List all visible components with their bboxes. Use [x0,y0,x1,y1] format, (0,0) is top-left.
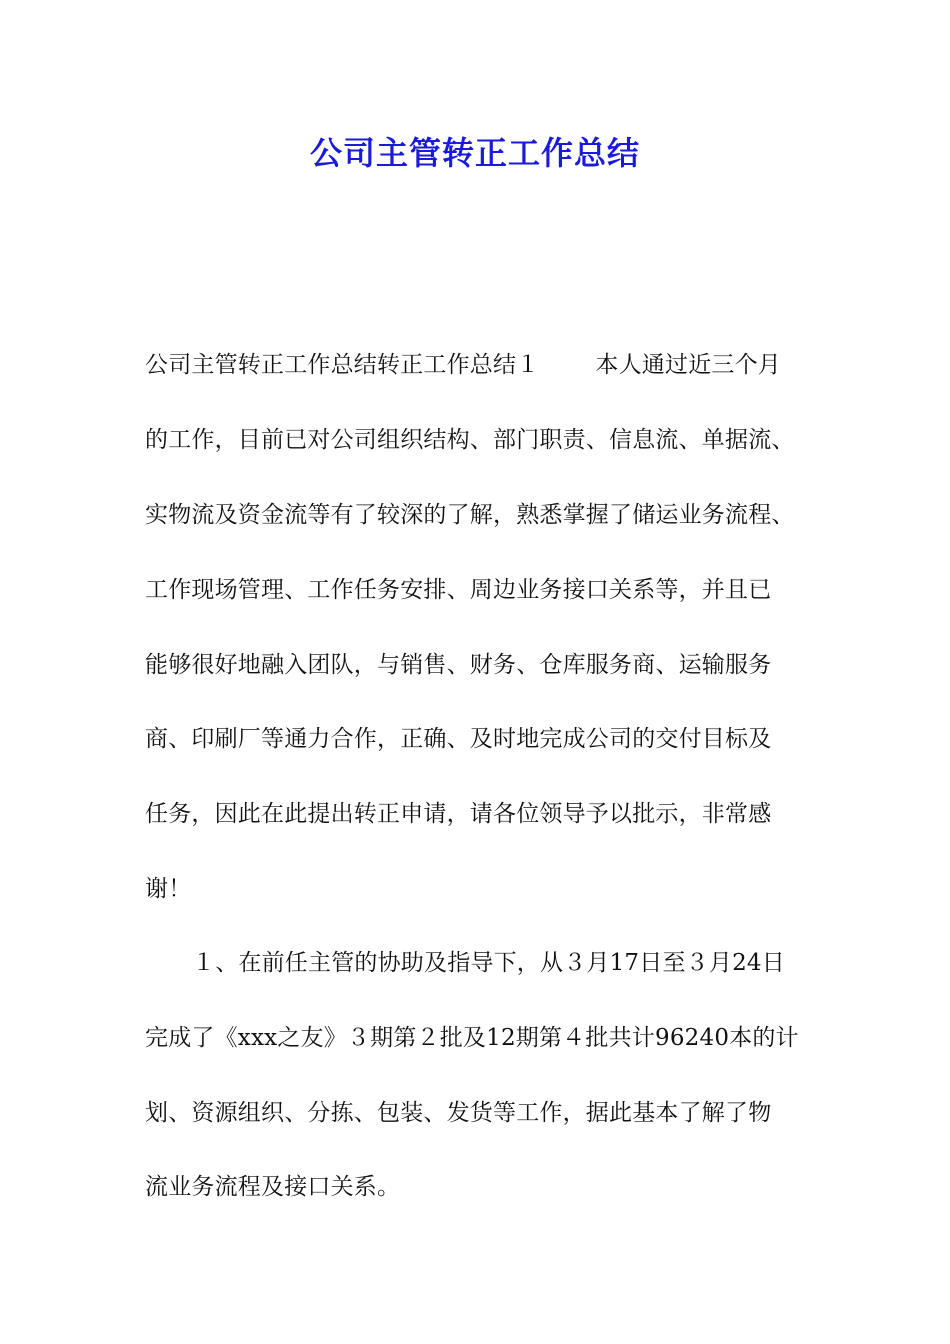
paragraph-line: 谢！ [145,876,192,902]
paragraph-line: １、在前任主管的协助及指导下，从３月17日至３月24日 [192,950,785,976]
paragraph-line: 能够很好地融入团队，与销售、财务、仓库服务商、运输服务 [145,652,772,678]
paragraph-line: 工作现场管理、工作任务安排、周边业务接口关系等，并且已 [145,577,772,603]
paragraph-text: 本人通过近三个月 [595,352,782,378]
paragraph-heading-text: 公司主管转正工作总结转正工作总结１ [145,352,540,378]
paragraph-line: 实物流及资金流等有了较深的了解，熟悉掌握了储运业务流程、 [145,502,795,528]
paragraph-line: 的工作，目前已对公司组织结构、部门职责、信息流、单据流、 [145,427,795,453]
paragraph-line: 流业务流程及接口关系。 [145,1174,401,1200]
paragraph-line: 商、印刷厂等通力合作，正确、及时地完成公司的交付目标及 [145,726,772,752]
document-title: 公司主管转正工作总结 [309,134,640,172]
paragraph-line [145,346,825,379]
paragraph-line: 划、资源组织、分拣、包装、发货等工作，据此基本了解了物 [145,1100,772,1126]
paragraph-line: 任务，因此在此提出转正申请，请各位领导予以批示，非常感 [145,801,772,827]
paragraph-line: 完成了《xxx之友》３期第２批及12期第４批共计96240本的计 [145,1025,799,1051]
